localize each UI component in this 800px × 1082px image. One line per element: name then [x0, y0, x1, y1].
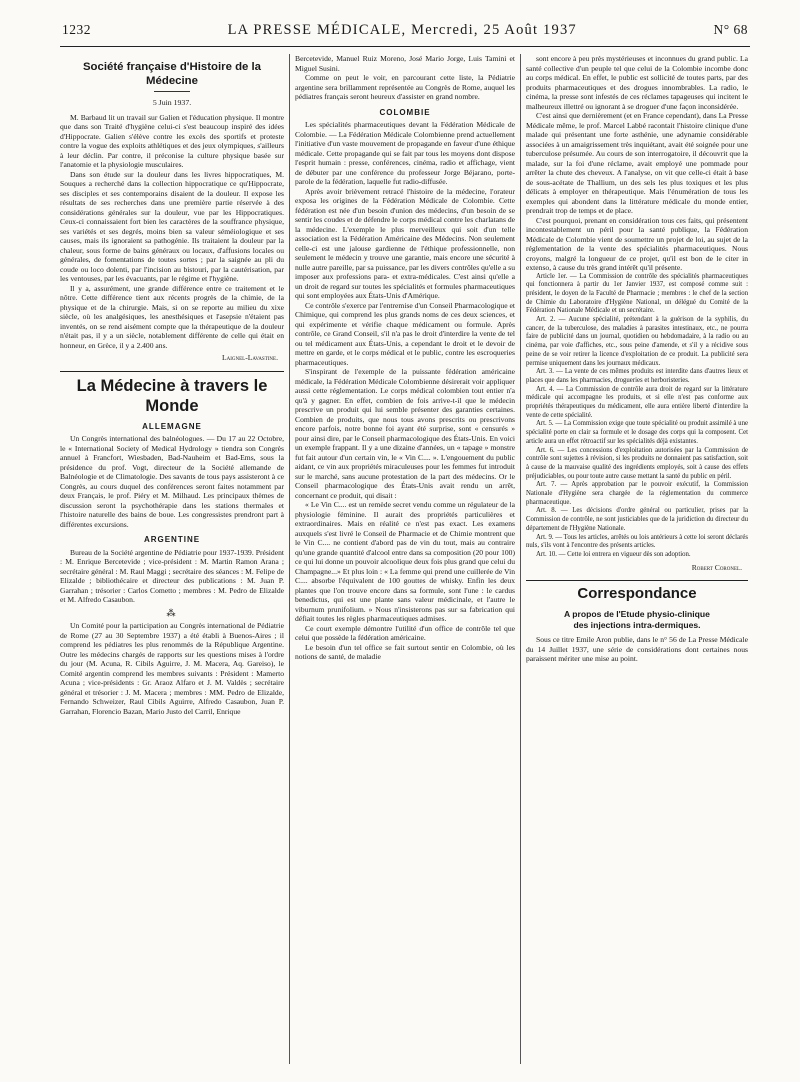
paragraph: Un Comité pour la participation au Congrès international de Pédiatrie de Rome (27 au 30 Septembre 1937) a été établi à Buenos-Aires ; il comprend les pédiatres les plus renommés de la République Argentine. Outre les médecins chargés de rapports sur les questions mises à l'ordre du jour (M. Acuna, R. Cibils Aguirre, J. M. Macera, Aq. Gareiso), le Comité argentin comprend les membres suivants : Président : Mamerto Acuna ; vice-présidents : Gr. Araoz Alfaro et J. M. Valdès ; secrétaire général et trésorier : J. M. Macera ; membres : MM. Pedro de Elizalde, Fernando Schweizer, Raul Cibils Aguirre, Alfredo Casaubon, Juan P. Garrahan, Florencio Bazan, Mario Justo del Carril, Enrique [60, 621, 284, 716]
law-article: Art. 4. — La Commission de contrôle aura droit de regard sur la littérature médicale qui accompagne les produits, et si elle n'est pas conforme aux propriétés thérapeutiques du médicament, elle aura entière liberté d'interdire la vente de cette spécialité. [526, 385, 748, 419]
issue-number: N° 68 [713, 22, 748, 37]
paragraph: Un Congrès international des balnéologues. — Du 17 au 22 Octobre, le « International Society of Medical Hydrology » tiendra son Congrès annuel à Francfort, Wiesbaden, Bad-Nauheim et Bad-Ems, sous la présidence du prof. Vogt, directeur de la Société allemande de Balnéologie et de Climatologie. Des savants de tous pays assisteront à ce Congrès, au cours duquel des conférences seront faites notamment par deux Français, le prof. Piéry et M. Milhaud. Les principaux thèmes de discussion seront la psychothérapie dans les stations thermales et l'histoire naturelle des bains de boue. Les congressistes prendront part à différentes excursions. [60, 434, 284, 529]
paragraph: Dans son étude sur la douleur dans les livres hippocratiques, M. Souques a recherché dans la collection hippocratique ce qu'Hippocrate, ses disciples et ses contemporains disaient de la douleur. Il expose les résultats de ses recherches dans une première partie réservée à des considérations générales sur la douleur, vue par les Hippocratiques. Ceux-ci connaissaient fort bien les caractères de la souffrance physique, ses variétés et ses degrés, moins bien sa valeur séméiologique et ses causes, mais ils ignoraient sa pathogénie. Ils traitaient la douleur par la chaleur, sous forme de bains généraux ou locaux, d'affusions locales ou générales, de fomentations de toutes sortes ; par la saignée au pli du coude ou loco dolenti, par l'incision au bistouri, par la cautérisation, par les ventouses, par les évacuants, par le régime et l'hygiène. [60, 169, 284, 283]
section-title-monde: La Médecine à travers le Monde [76, 376, 268, 415]
asterism-separator: ⁂ [166, 607, 178, 618]
country-heading-colombie: COLOMBIE [379, 107, 431, 117]
article-title-line: des injections intra-dermiques. [573, 619, 701, 630]
article-title [526, 609, 748, 630]
signature: Robert Coronel. [691, 562, 742, 572]
paragraph: Le besoin d'un tel office se fait surtout sentir en Colombie, où les notions de santé, de maladie [295, 642, 515, 661]
page-number: 1232 [62, 22, 91, 37]
law-article: Art. 8. — Les décisions d'ordre général ou particulier, prises par la Commission de contrôle, ne sont justiciables que de la juridiction du directeur du département de l'Hygiène Nationale. [526, 507, 748, 532]
paragraph: Il y a, assurément, une grande différence entre ce traitement et le nôtre. Cette différence tient aux récents progrès de la chimie, de la physique et de la chirurgie. Mais, si on se reporte au milieu du xixe siècle, où les analgésiques, les anesthésiques et l'asepsie n'étaient pas inventés, on se rend aisément compte que la thérapeutique de la douleur n'était pas, il y a un siècle, notablement différente de celle qui était en honneur, en Grèce, il y a 2.400 ans. [60, 283, 284, 350]
article-title-line: A propos de l'Etude physio-clinique [564, 609, 710, 620]
law-article: Art. 9. — Tous les articles, arrêtés ou lois antérieurs à cette loi seront déclarés nuls, s'ils vont à l'encontre des présents articles. [526, 533, 748, 550]
journal-title: LA PRESSE MÉDICALE, Mercredi, 25 Août 1937 [227, 22, 577, 38]
paragraph: C'est pourquoi, prenant en considération tous ces faits, qui présentent incontestablement un péril pour la santé publique, la Fédération Médicale de Colombie vient de soumettre un projet de loi, au sujet de la réglementation de la vente des spécialités pharmaceutiques. Nous croyons, malgré la longueur de ce projet, qu'il est bon de le citer in extenso, à cause du très grand intérêt qu'il présente. [526, 215, 748, 272]
paragraph: Comme on peut le voir, en parcourant cette liste, la Pédiatrie argentine sera brillamment représentée au Congrès de Rome, auquel les pédiatres français seront heureux d'assister en grand nombre. [295, 73, 515, 101]
paragraph: Les spécialités pharmaceutiques devant la Fédération Médicale de Colombie. — La Fédération Médicale Colombienne prend actuellement l'initiative d'un vaste mouvement de propagande en faveur d'une éthique médicale. Cette propagande qui se fait par tous les moyens dont dispose l'esprit humain : presse, conférences, cinéma, radio et affichage, vient de débuter par une conférence du professeur Jorge Béjarano, porte-parole de la fédération, laquelle fut radio-diffusée. [295, 120, 515, 186]
section-rule [526, 580, 748, 581]
paragraph: C'est ainsi que dernièrement (et en France cependant), dans La Presse Médicale même, le prof. Marcel Labbé racontait l'histoire clinique d'une malade qui présentant une forte asthénie, une adynamie considérable associées à un amaigrissement très inquiétant, avait été soignée pour une tuberculose présumée. Au cours de son interrogatoire, il découvrit que la malade, sur la foi d'une réclame, avait employé une pommade pour arrêter la chute des cheveux. A l'analyse, on vit que celle-ci était à base de sous-acétate de Thallium, un des sels les plus toxiques et les plus délicats à employer en thérapeutique. Mais l'énumération de tous les exemples qui abondent dans la littérature médicale du monde entier, prendrait trop de temps et de place. [526, 111, 748, 215]
law-article: Art. 10. — Cette loi entrera en vigueur dès son adoption. [536, 551, 691, 558]
law-articles [526, 273, 748, 560]
paragraph: Ce contrôle s'exerce par l'entremise d'un Conseil Pharmacologique et Chimique, qui comprend les plus grands noms de ces deux sciences, et qui expérimente et vérifie chaque médicament ou formule. Après contrôle, ce Grand Conseil, s'il n'a pas le droit d'interdire la vente de tel ou tel médicament aux États-Unis, a cependant le droit et le devoir de mettre en garde, et le corps médical et le public, contre les escroqueries pharmaceutiques. [295, 300, 515, 367]
column-divider [520, 54, 521, 1064]
column-1 [60, 54, 284, 1069]
section-title-correspondance: Correspondance [577, 585, 697, 603]
paragraph: « Le Vin C.... est un remède secret vendu comme un régulateur de la physiologie féminine. Il aurait des propriétés particulières et extraordinaires. Mais en réalité ce n'est pas exact. Les examens auxquels s'est livré le Conseil de Pharmacie et de Chimie montrent que le Vin C.... ne contient d'abord pas de vin du tout, mais au contraire qu'une grande quantité d'alcool entre dans sa composition (20 pour 100) ce qui lui donne un pouvoir alcoolique deux fois plus grand que celui du Champagne...» Et plus loin : « La femme qui prend une cuillerée de Vin C.... absorbe l'équivalent de 100 gouttes de whisky. Enfin les deux plantes que l'on trouve encore dans sa formule, sont l'une : le cardus benedictus, qui est une plante sans valeur médicinale, et l'autre le viburnum prunifolium. » Nous n'insisterons pas sur sa fabrication qui défiait toutes les règles pharmaceutiques admises. [295, 500, 515, 623]
country-heading-argentine: ARGENTINE [143, 535, 201, 544]
header-rule [60, 46, 750, 47]
signature: Laignel-Lavastine. [221, 353, 278, 362]
section-title-histoire: Société française d'Histoire de la Médecine [82, 61, 262, 87]
paragraph: Sous ce titre Emile Aron publie, dans le n° 56 de La Presse Médicale du 14 Juillet 1937, une série de considérations dont certaines nous paraissent mériter une mise au point. [526, 635, 748, 664]
page-header [62, 22, 748, 44]
law-article: Art. 5. — La Commission exige que toute spécialité ou produit assimilé à une spécialité porte en clair sa formule et le dosage des corps qui la composent. Cet article aura un effet rétroactif sur les spécialités déjà existantes. [526, 420, 748, 445]
paragraph: sont encore à peu près mystérieuses et inconnues du grand public. La santé collective d'un peuple tel que celui de la Colombie incombe donc au corps médical. En effet, le public est sollicité de toutes parts, par des produits pharmaceutiques et des drogues innombrables. La radio, le cinéma, la presse sont infestés de ces réclames tapageuses qui incitent le malheureux illettré ou ignorant à se droguer d'une façon inconsidérée. [526, 54, 748, 111]
column-2 [295, 54, 515, 1069]
paragraph: Ce court exemple démontre l'utilité d'un office de contrôle tel que celui que possède la fédération américaine. [295, 623, 515, 642]
law-article: Art. 3. — La vente de ces mêmes produits est interdite dans d'autres lieux et places que dans les pharmacies, drogueries et herboristeries. [526, 368, 748, 384]
law-article: Art. 6. — Les concessions d'exploitation autorisées par la Commission de contrôle sont sujettes à révision, si les produits ne donnaient pas satisfaction, soit à cause de la mauvaise qualité des ingrédients employés, soit à cause des effets préjudiciables, ou pour toute autre cause mettant la santé du public en péril. [526, 446, 748, 480]
paragraph: S'inspirant de l'exemple de la puissante fédération américaine médicale, la Fédération Médicale Colombienne désirerait voir appliquer aussi cette réglementation. Le corps médical colombien tout entier n'a qu'à y gagner. En effet, combien de fois arrive-t-il que le médecin prescrive un produit qui lui semble présenter des garanties certaines. Combien de produits, que nous tous avons prescrits ou prescrivons encore parfois, notre bonne foi ayant été surprise, sont « censurés » pour ainsi dire, par le Conseil pharmacologique des États-Unis. En voici un exemple frappant. Il y a une dizaine d'années, un « tapage » monstre fut fait autour d'un certain vin, le « Vin C.... ». L'engouement du public aidant, ce vin aux propriétés miraculeuses pour les femmes fut introduit sur le marché, sans aucune protestation de la part des médecins. Or le Conseil pharmacologique des États-Unis avait rendu un arrêt, concernant ce produit, qui disait : [295, 367, 515, 500]
country-heading-allemagne: ALLEMAGNE [142, 421, 202, 431]
section-rule [154, 91, 190, 92]
paragraph: Bureau de la Société argentine de Pédiatrie pour 1937-1939. Président : M. Enrique Bercetevide ; vice-président : M. Martin Ramon Arana ; secrétaire général : M. Raul Maggi ; secrétaire des séances : M. Felipe de Elizalde ; bibliothécaire et directeur des publications : M. Juan P. Garrahan ; trésorier : Carlos Cometto ; membres : M. Pedro de Elizalde et M. Alfredo Casaubon. [60, 547, 284, 604]
paragraph: Après avoir brièvement retracé l'histoire de la médecine, l'orateur exposa les origines de la Fédération Médicale de Colombie. Cette fédération est née d'un besoin d'union des médecins, d'un besoin de se sentir les coudes et de défendre le corps médical contre les charlatans de la médecine. L'exemple le plus merveilleux qui soit d'un telle association est la Fédération Américaine des Médecins. Non seulement celle-ci est une jalouse gardienne de l'éthique professionnelle, non seulement le médecin y trouve une garantie, mais encore une sécurité à nulle autre pareille, par sa puissance, par les divers contrôles qu'elle a su imposer aux professions para- et extra-médicales. C'est ainsi qu'elle a un droit de regard sur toutes les spécialités et formules pharmaceutiques qui sont employées aux États-Unis d'Amérique. [295, 186, 515, 300]
law-article: Art. 7. — Après approbation par le pouvoir exécutif, la Commission Nationale d'Hygiène sera chargée de la réglementation du commerce pharmaceutique. [526, 481, 748, 506]
paragraph: Bercetevide, Manuel Ruiz Moreno, José Mario Jorge, Luis Tamini et Miguel Susini. [295, 54, 515, 73]
session-date: 5 Juin 1937. [152, 98, 192, 107]
column-divider [289, 54, 290, 1064]
law-article: Art. 2. — Aucune spécialité, prétendant à la guérison de la syphilis, du cancer, de la tuberculose, des maladies à parasites intestinaux, etc., ne pourra faire de publicité dans un journal, quotidien ou hebdomadaire, à la radio ou au cinéma, par voie d'affiches, etc., sous peine d'amende, et s'il y a récidive sous peine de se voir retirer la licence d'exploitation de ce produit. La publicité sera permise uniquement dans les journaux médicaux. [526, 316, 748, 367]
paragraph: M. Barbaud lit un travail sur Galien et l'éducation physique. Il montre que dans son Traité d'hygiène celui-ci s'est beaucoup inspiré des idées d'Hippocrate. Galien s'élève contre les excès des sportifs et proteste contre la vogue des exploits athlétiques et des jeux olympiques, s'ailleurs à leur déclin. Par contre, il préconise la culture physique basée sur l'anatomie et la physiologie musculaires. [60, 112, 284, 169]
law-article: Article 1er. — La Commission de contrôle des spécialités pharmaceutiques qui fonctionnera à partir du 1er Janvier 1937, est composé comme suit : président, le doyen de la Faculté de Pharmacie ; membres : le chef de la section de Chimie du Laboratoire d'Hygiène National, un délégué du Comité de la Fédération Nationale Médicale et un secrétaire. [526, 272, 748, 315]
column-3 [526, 54, 748, 1069]
section-rule [60, 371, 284, 372]
